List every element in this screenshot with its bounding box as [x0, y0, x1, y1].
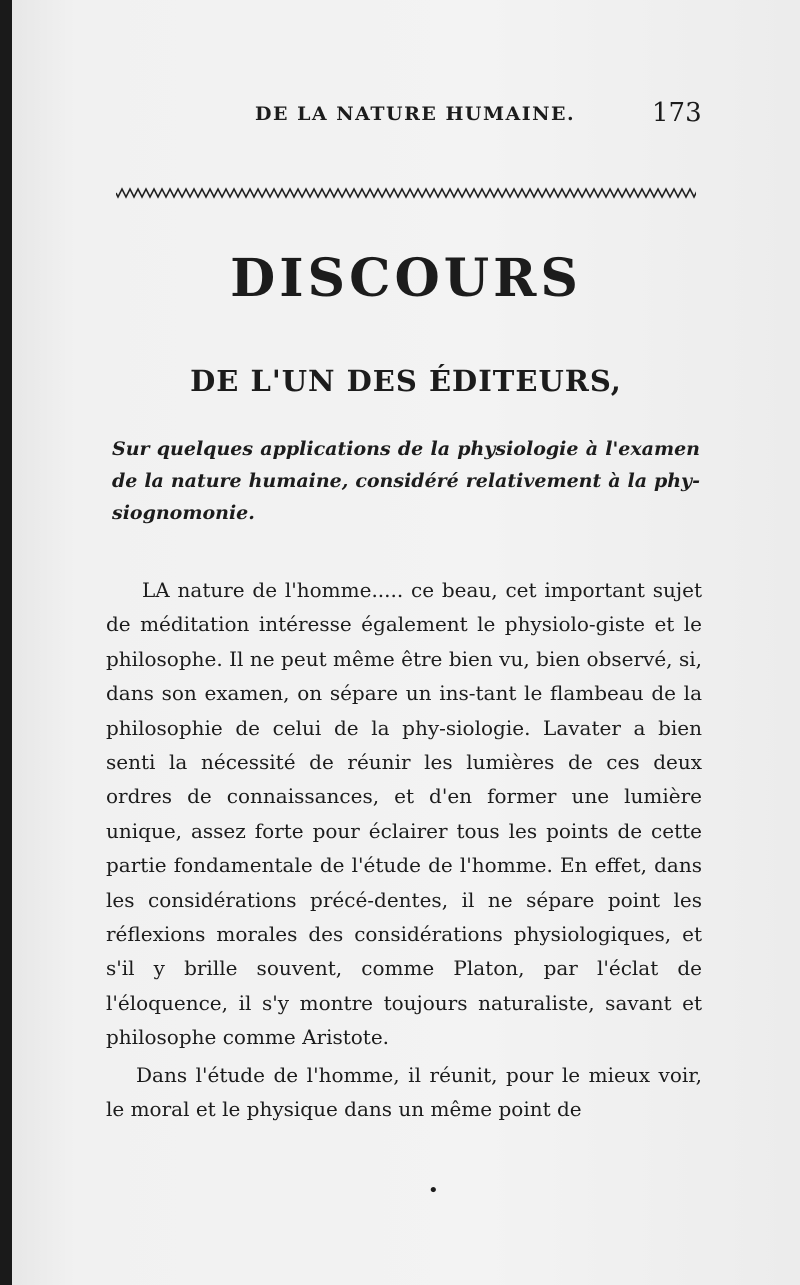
chapter-subtitle: DE L'UN DES ÉDITEURS,: [190, 364, 622, 398]
printer-mark: •: [428, 1180, 439, 1201]
chapter-argument: Sur quelques applications de la physiologie à l'examen de la nature humaine, considéré relativement à la phy-siognomonie.: [112, 438, 700, 524]
ornamental-rule: [116, 186, 696, 200]
chapter-title: DISCOURS: [230, 248, 582, 309]
running-head: DE LA NATURE HUMAINE.: [255, 103, 576, 125]
body-text: [106, 573, 702, 1127]
book-page: [12, 0, 800, 1285]
paragraph: LA nature de l'homme..... ce beau, cet important sujet de méditation intéresse également le physiolo-giste et le philosophe. Il ne peut même être bien vu, bien observé, si, dans son examen, on sépare un ins-tant le flambeau de la philosophie de celui de la phy-siologie. Lavater a bien senti la nécessité de réunir les lumières de ces deux ordres de connaissances, et d'en former une lumière unique, assez forte pour éclairer tous les points de cette partie fondamentale de l'étude de l'homme. En effet, dans les considérations précé-dentes, il ne sépare point les réflexions morales des considérations physiologiques, et s'il y brille souvent, comme Platon, par l'éclat de l'éloquence, il s'y montre toujours naturaliste, savant et philosophe comme Aristote.: [106, 578, 702, 1050]
paragraph: Dans l'étude de l'homme, il réunit, pour le mieux voir, le moral et le physique dans un même point de: [106, 1062, 702, 1122]
page-number: 173: [652, 98, 702, 128]
